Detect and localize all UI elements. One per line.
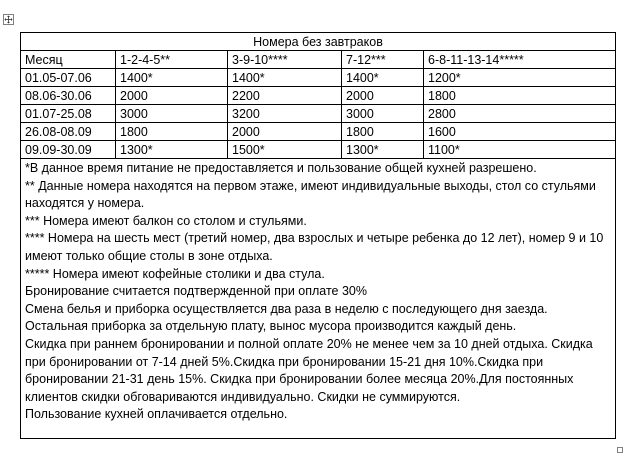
- table-move-handle[interactable]: [3, 14, 14, 25]
- note-discounts: Скидка при раннем бронировании и полной оплате 20% не менее чем за 10 дней отдыха. Скидка при бронировании от 7-14 дней 5%.Скидка при бронировании 15-21 дня 10%.Скидка при бронировании 21-31 день 15%. Скидка при бронировании более месяца 20%.Для постоянных клиентов скидки обговариваются индивидуально. Скидки не суммируются.: [25, 336, 593, 404]
- table-resize-handle[interactable]: [617, 447, 623, 453]
- table-cell: 2000: [228, 123, 342, 141]
- table-cell: 1400*: [342, 69, 424, 87]
- table-cell: 1800: [116, 123, 228, 141]
- note-footnote-4: **** Номера на шесть мест (третий номер, два взрослых и четыре ребенка до 12 лет), номер 9 и 10 имеют только общие столы в зоне отдыха.: [25, 231, 604, 263]
- table-cell: 2200: [228, 87, 342, 105]
- table-cell: 3000: [342, 105, 424, 123]
- table-row: [21, 141, 616, 159]
- table-title: Номера без завтраков: [21, 33, 616, 51]
- table-cell: 1300*: [116, 141, 228, 159]
- table-row: [21, 69, 616, 87]
- table-cell: 1100*: [424, 141, 616, 159]
- table-cell: 09.09-30.09: [21, 141, 116, 159]
- table-row: [21, 105, 616, 123]
- rates-table: [20, 32, 616, 439]
- header-cell-month: Месяц: [21, 51, 116, 69]
- table-cell: 1600: [424, 123, 616, 141]
- table-cell: 3000: [116, 105, 228, 123]
- table-title-row: [21, 33, 616, 51]
- table-cell: 01.07-25.08: [21, 105, 116, 123]
- table-cell: 26.08-08.09: [21, 123, 116, 141]
- table-cell: 2000: [342, 87, 424, 105]
- note-cleaning: Смена белья и приборка осуществляется два раза в неделю с последующего дня заезда. Остальная приборка за отдельную плату, вынос мусора производится каждый день.: [25, 301, 548, 334]
- table-cell: 08.06-30.06: [21, 87, 116, 105]
- table-cell: 3200: [228, 105, 342, 123]
- note-kitchen: Пользование кухней оплачивается отдельно.: [25, 407, 288, 422]
- table-cell: 2800: [424, 105, 616, 123]
- table-cell: 1800: [424, 87, 616, 105]
- table-cell: 01.05-07.06: [21, 69, 116, 87]
- note-booking: Бронирование считается подтвержденной при оплате 30%: [25, 284, 367, 299]
- move-arrows-icon: [4, 15, 13, 24]
- header-cell-rooms-7-12: 7-12***: [342, 51, 424, 69]
- table-row: [21, 123, 616, 141]
- notes-cell: [21, 159, 616, 439]
- header-cell-rooms-3-9-10: 3-9-10****: [228, 51, 342, 69]
- note-footnote-5: ***** Номера имеют кофейные столики и два стула.: [25, 266, 325, 281]
- header-cell-rooms-6-8-11-13-14: 6-8-11-13-14*****: [424, 51, 616, 69]
- header-cell-rooms-1-2-4-5: 1-2-4-5**: [116, 51, 228, 69]
- table-header-row: [21, 51, 616, 69]
- notes-row: [21, 159, 616, 439]
- table-cell: 1300*: [342, 141, 424, 159]
- note-footnote-2: ** Данные номера находятся на первом этаже, имеют индивидуальные выходы, стол со стульями находятся у номера.: [25, 178, 596, 211]
- table-cell: 1800: [342, 123, 424, 141]
- table-cell: 1500*: [228, 141, 342, 159]
- table-row: [21, 87, 616, 105]
- table-cell: 1200*: [424, 69, 616, 87]
- table-cell: 2000: [116, 87, 228, 105]
- table-cell: 1400*: [228, 69, 342, 87]
- note-footnote-1: *В данное время питание не предоставляется и пользование общей кухней разрешено.: [25, 161, 537, 175]
- table-cell: 1400*: [116, 69, 228, 87]
- note-footnote-3: *** Номера имеют балкон со столом и стульями.: [25, 213, 307, 228]
